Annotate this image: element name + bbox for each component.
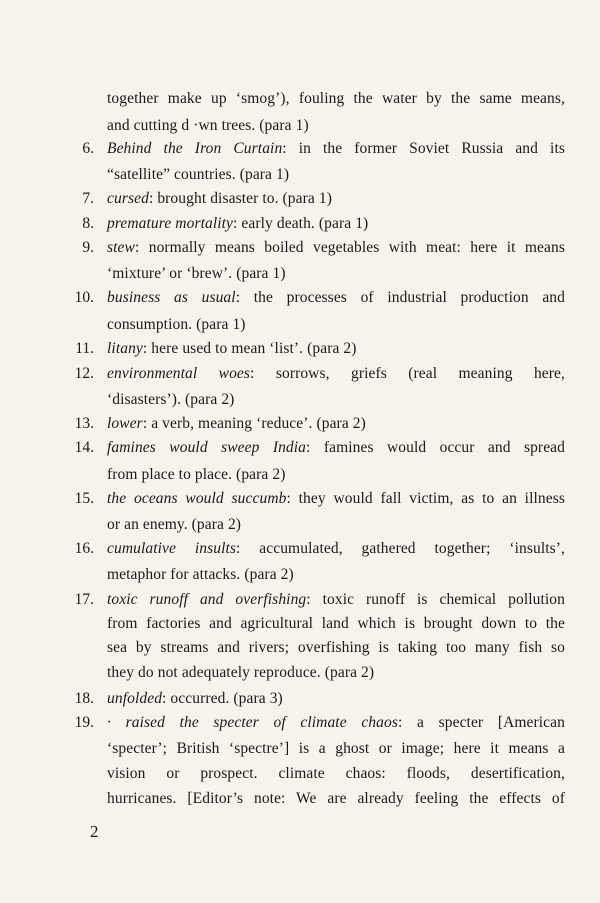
note-19-line-3: vision or prospect. climate chaos: floods, desertification,	[107, 765, 565, 782]
note-16-line-2: metaphor for attacks. (para 2)	[107, 566, 294, 583]
note-term: unfolded	[107, 690, 163, 707]
note-definition: : sorrows, griefs (real meaning here,	[250, 365, 566, 382]
note-definition: : a specter [American	[397, 714, 565, 731]
note-9-line-2: ‘mixture’ or ‘brew’. (para 1)	[107, 265, 286, 282]
page-number: 2	[90, 822, 99, 841]
note-definition: : brought disaster to. (para 1)	[148, 190, 332, 207]
note-18-line-1	[107, 689, 283, 709]
note-17-line-1	[107, 590, 565, 610]
note-10-line-1	[107, 288, 565, 308]
note-term: litany	[107, 340, 143, 357]
note-14-line-2: from place to place. (para 2)	[107, 466, 286, 483]
note-17-line-4: they do not adequately reproduce. (para 2)	[107, 664, 375, 681]
note-14-line-1	[107, 438, 565, 458]
note-number: 16.	[74, 540, 94, 557]
note-definition: : early death. (para 1)	[233, 215, 369, 232]
note-definition: : a verb, meaning ‘reduce’. (para 2)	[142, 415, 366, 432]
note-5-continued-line-1: together make up ‘smog’), fouling the water by the same means,	[107, 90, 565, 107]
note-19-line-2: ‘specter’; British ‘spectre’] is a ghost or image; here it means a	[107, 740, 565, 757]
note-definition: : toxic runoff is chemical pollution	[306, 591, 565, 608]
note-10-line-2: consumption. (para 1)	[107, 316, 246, 333]
note-term: premature mortality	[107, 215, 234, 232]
note-definition: : occurred. (para 3)	[162, 690, 283, 707]
note-term: famines would sweep India	[107, 439, 307, 456]
note-definition: : famines would occur and spread	[306, 439, 565, 456]
note-12-line-1	[107, 364, 565, 384]
note-number: 9.	[82, 239, 94, 256]
note-term: toxic runoff and overfishing	[107, 591, 307, 608]
note-number: 11.	[75, 340, 94, 357]
note-6-line-2: “satellite” countries. (para 1)	[107, 166, 290, 183]
note-13-line-1	[107, 414, 366, 434]
note-number: 6.	[82, 140, 94, 157]
note-16-line-1	[107, 539, 565, 559]
note-15-line-2: or an enemy. (para 2)	[107, 516, 242, 533]
note-term: · raised the specter of climate chaos	[107, 714, 398, 731]
note-11-line-1	[107, 339, 357, 359]
note-12-line-2: ‘disasters’). (para 2)	[107, 391, 235, 408]
note-definition: : here used to mean ‘list’. (para 2)	[142, 340, 357, 357]
note-number: 10.	[74, 289, 94, 306]
note-number: 14.	[74, 439, 94, 456]
note-number: 13.	[74, 415, 94, 432]
note-definition: : the processes of industrial production and	[235, 289, 565, 306]
note-15-line-1	[107, 489, 565, 509]
note-term: cursed	[107, 190, 149, 207]
note-term: cumulative insults	[107, 540, 237, 557]
note-9-line-1	[107, 238, 565, 258]
note-term: Behind the Iron Curtain	[107, 140, 283, 157]
note-8-line-1	[107, 214, 368, 234]
note-number: 15.	[74, 490, 94, 507]
note-17-line-2: from factories and agricultural land which is brought down to the	[107, 615, 565, 632]
note-7-line-1	[107, 189, 332, 209]
note-number: 8.	[82, 215, 94, 232]
note-term: lower	[107, 415, 143, 432]
note-term: the oceans would succumb	[107, 490, 287, 507]
note-definition: : accumulated, gathered together; ‘insults’,	[236, 540, 565, 557]
note-number: 18.	[74, 690, 94, 707]
note-definition: : normally means boiled vegetables with meat: here it means	[134, 239, 565, 256]
note-definition: : they would fall victim, as to an illness	[286, 490, 565, 507]
note-17-line-3: sea by streams and rivers; overfishing is taking too many fish so	[107, 639, 565, 656]
note-19-line-1	[107, 713, 565, 733]
note-term: stew	[107, 239, 135, 256]
note-number: 7.	[82, 190, 94, 207]
note-term: business as usual	[107, 289, 236, 306]
note-number: 17.	[74, 591, 94, 608]
note-number: 19.	[74, 714, 94, 731]
note-5-continued-line-2: and cutting d ·wn trees. (para 1)	[107, 117, 309, 134]
note-19-line-4: hurricanes. [Editor’s note: We are already feeling the effects of	[107, 790, 565, 807]
note-definition: : in the former Soviet Russia and its	[282, 140, 565, 157]
note-number: 12.	[74, 365, 94, 382]
note-6-line-1	[107, 139, 565, 159]
note-term: environmental woes	[107, 365, 251, 382]
